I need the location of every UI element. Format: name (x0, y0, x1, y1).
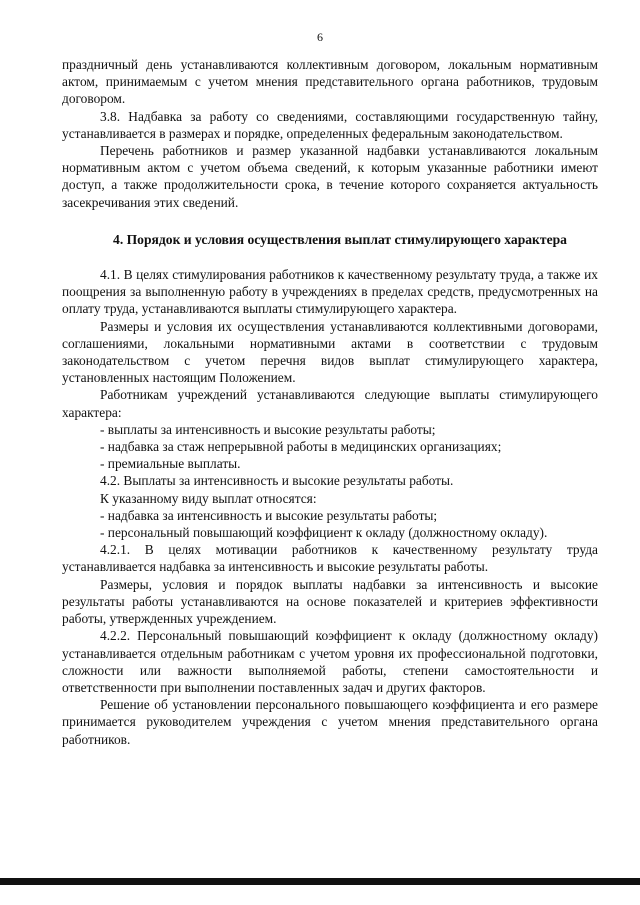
list-item: - выплаты за интенсивность и высокие результаты работы; (100, 421, 436, 437)
paragraph: Работникам учреждений устанавливаются следующие выплаты стимулирующего характера: (62, 387, 598, 420)
list-item: - надбавка за интенсивность и высокие результаты работы; (100, 507, 438, 523)
paragraph: 4.2.2. Персональный повышающий коэффициент к окладу (должностному окладу) устанавливается отдельным работникам с учетом уровня их профессиональной подготовки, сложности или важности выполняемой работы, степени самостоятельности и ответственности при выполнении поставленных задач и других факторов. (62, 628, 598, 695)
paragraph: 4.2.1. В целях мотивации работников к качественному результату труда устанавливается надбавка за интенсивность и высокие результаты работы. (62, 542, 598, 575)
paragraph: Решение об установлении персонального повышающего коэффициента и его размере принимается руководителем учреждения с учетом мнения представительного органа работников. (62, 697, 598, 747)
paragraph: 4.1. В целях стимулирования работников к качественному результату труда, а также их поощрения за выполненную работу в учреждениях в пределах средств, предусмотренных на оплату труда, устанавливаются выплаты стимулирующего характера. (62, 267, 598, 317)
page-number: 6 (317, 30, 323, 44)
paragraph: 4.2. Выплаты за интенсивность и высокие результаты работы. (100, 473, 454, 489)
scan-bottom-border (0, 878, 640, 885)
document-body (62, 56, 598, 748)
paragraph: Размеры, условия и порядок выплаты надбавки за интенсивность и высокие результаты работы устанавливаются на основе показателей и критериев эффективности работы, утвержденных учреждением. (62, 576, 598, 627)
paragraph: 3.8. Надбавка за работу со сведениями, составляющими государственную тайну, устанавливается в размерах и порядке, определенных федеральным законодательством. (62, 108, 598, 141)
list-item: - премиальные выплаты. (100, 456, 241, 472)
paragraph: праздничный день устанавливаются коллективным договором, локальным нормативным актом, принимаемым с учетом мнения представительного органа работников, трудовым договором. (62, 57, 598, 107)
paragraph: Перечень работников и размер указанной надбавки устанавливаются локальным нормативным актом с учетом объема сведений, к которым указанные работники имеют доступ, а также продолжительности срока, в течение которого сохраняется актуальность засекречивания этих сведений. (62, 143, 598, 210)
section-heading: 4. Порядок и условия осуществления выплат стимулирующего характера (113, 231, 567, 247)
list-item: - надбавка за стаж непрерывной работы в медицинских организациях; (100, 439, 502, 455)
paragraph: Размеры и условия их осуществления устанавливаются коллективными договорами, соглашениями, локальными нормативными актами в соответствии с трудовым законодательством с учетом перечня видов выплат стимулирующего характера, установленных настоящим Положением. (62, 318, 598, 386)
list-item: - персональный повышающий коэффициент к окладу (должностному окладу). (100, 525, 548, 541)
paragraph: К указанному виду выплат относятся: (100, 490, 317, 506)
